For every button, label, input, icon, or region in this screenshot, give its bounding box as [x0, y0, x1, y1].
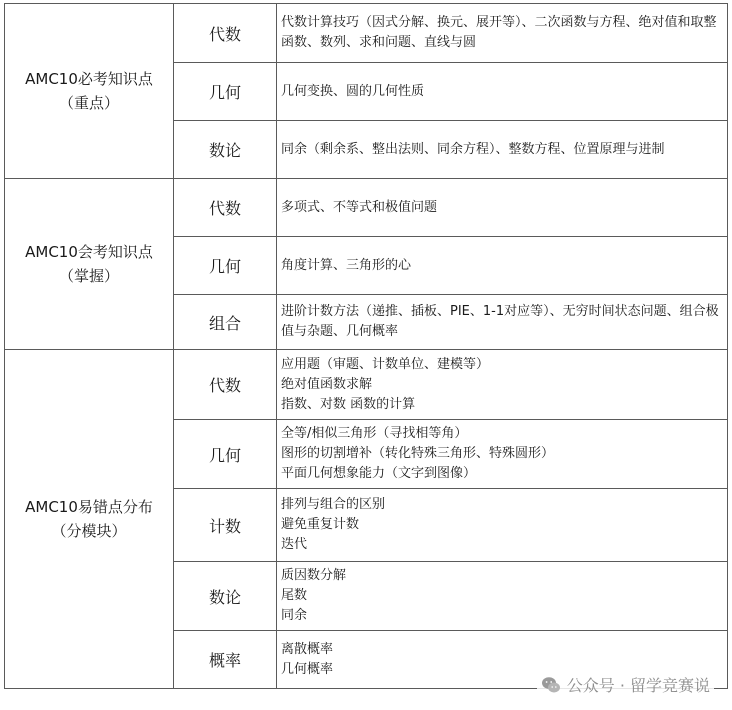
group-title-cell [5, 4, 174, 179]
group-title: AMC10必考知识点 [25, 70, 153, 88]
detail-line: 排列与组合的区别 [281, 497, 386, 512]
group-title-cell [5, 350, 174, 689]
detail-line: 几何变换、圆的几何性质 [281, 83, 425, 99]
group-subtitle: （分模块） [51, 522, 127, 540]
detail-cell [277, 350, 728, 420]
group-title: AMC10易错点分布 [25, 498, 153, 516]
topic-cell: 计数 [174, 489, 277, 562]
group-subtitle: （重点） [58, 94, 119, 112]
topic-cell: 代数 [174, 350, 277, 420]
detail-line: 同余 [281, 608, 308, 623]
detail-line: 尾数 [281, 588, 308, 603]
amc10-knowledge-table [4, 3, 728, 689]
detail-line: 全等/相似三角形（寻找相等角） [281, 426, 468, 441]
topic-cell: 概率 [174, 631, 277, 689]
topic-cell: 代数 [174, 179, 277, 237]
detail-line: 进阶计数方法（递推、插板、PIE、1-1对应等）、无穷时间状态问题、组合极值与杂题、几何概率 [281, 304, 719, 339]
group-title: AMC10会考知识点 [25, 243, 153, 261]
knowledge-table-container [4, 3, 728, 689]
table-row [5, 179, 728, 237]
detail-line: 迭代 [281, 537, 308, 552]
watermark [537, 671, 714, 698]
detail-line: 角度计算、三角形的心 [281, 257, 412, 273]
table-body [5, 4, 728, 689]
detail-line: 指数、对数 函数的计算 [281, 396, 416, 412]
detail-line: 平面几何想象能力（文字到图像） [281, 466, 477, 481]
detail-cell [277, 237, 728, 295]
wechat-icon [541, 675, 561, 695]
topic-cell: 几何 [174, 63, 277, 121]
topic-cell: 几何 [174, 237, 277, 295]
detail-cell [277, 489, 728, 562]
topic-cell: 几何 [174, 420, 277, 489]
detail-line: 同余（剩余系、整出法则、同余方程）、整数方程、位置原理与进制 [281, 141, 665, 157]
detail-line: 几何概率 [281, 661, 334, 677]
topic-cell: 组合 [174, 295, 277, 350]
watermark-text: 公众号 · 留学竞赛说 [566, 676, 710, 695]
detail-line: 绝对值函数求解 [281, 376, 373, 392]
table-row [5, 4, 728, 63]
group-subtitle: （掌握） [58, 267, 119, 285]
detail-line: 应用题（审题、计数单位、建模等） [281, 356, 490, 372]
topic-cell: 代数 [174, 4, 277, 63]
detail-cell [277, 121, 728, 179]
topic-cell: 数论 [174, 562, 277, 631]
detail-cell [277, 562, 728, 631]
topic-cell: 数论 [174, 121, 277, 179]
detail-cell [277, 179, 728, 237]
detail-line: 代数计算技巧（因式分解、换元、展开等）、二次函数与方程、绝对值和取整函数、数列、求和问题、直线与圆 [281, 15, 717, 50]
detail-line: 质因数分解 [281, 568, 347, 583]
detail-cell [277, 420, 728, 489]
table-row [5, 350, 728, 420]
detail-cell [277, 4, 728, 63]
detail-line: 避免重复计数 [281, 517, 360, 532]
detail-cell [277, 63, 728, 121]
detail-cell [277, 295, 728, 350]
detail-line: 图形的切割增补（转化特殊三角形、特殊圆形） [281, 446, 555, 461]
detail-line: 离散概率 [281, 641, 334, 657]
detail-line: 多项式、不等式和极值问题 [281, 199, 438, 215]
group-title-cell [5, 179, 174, 350]
